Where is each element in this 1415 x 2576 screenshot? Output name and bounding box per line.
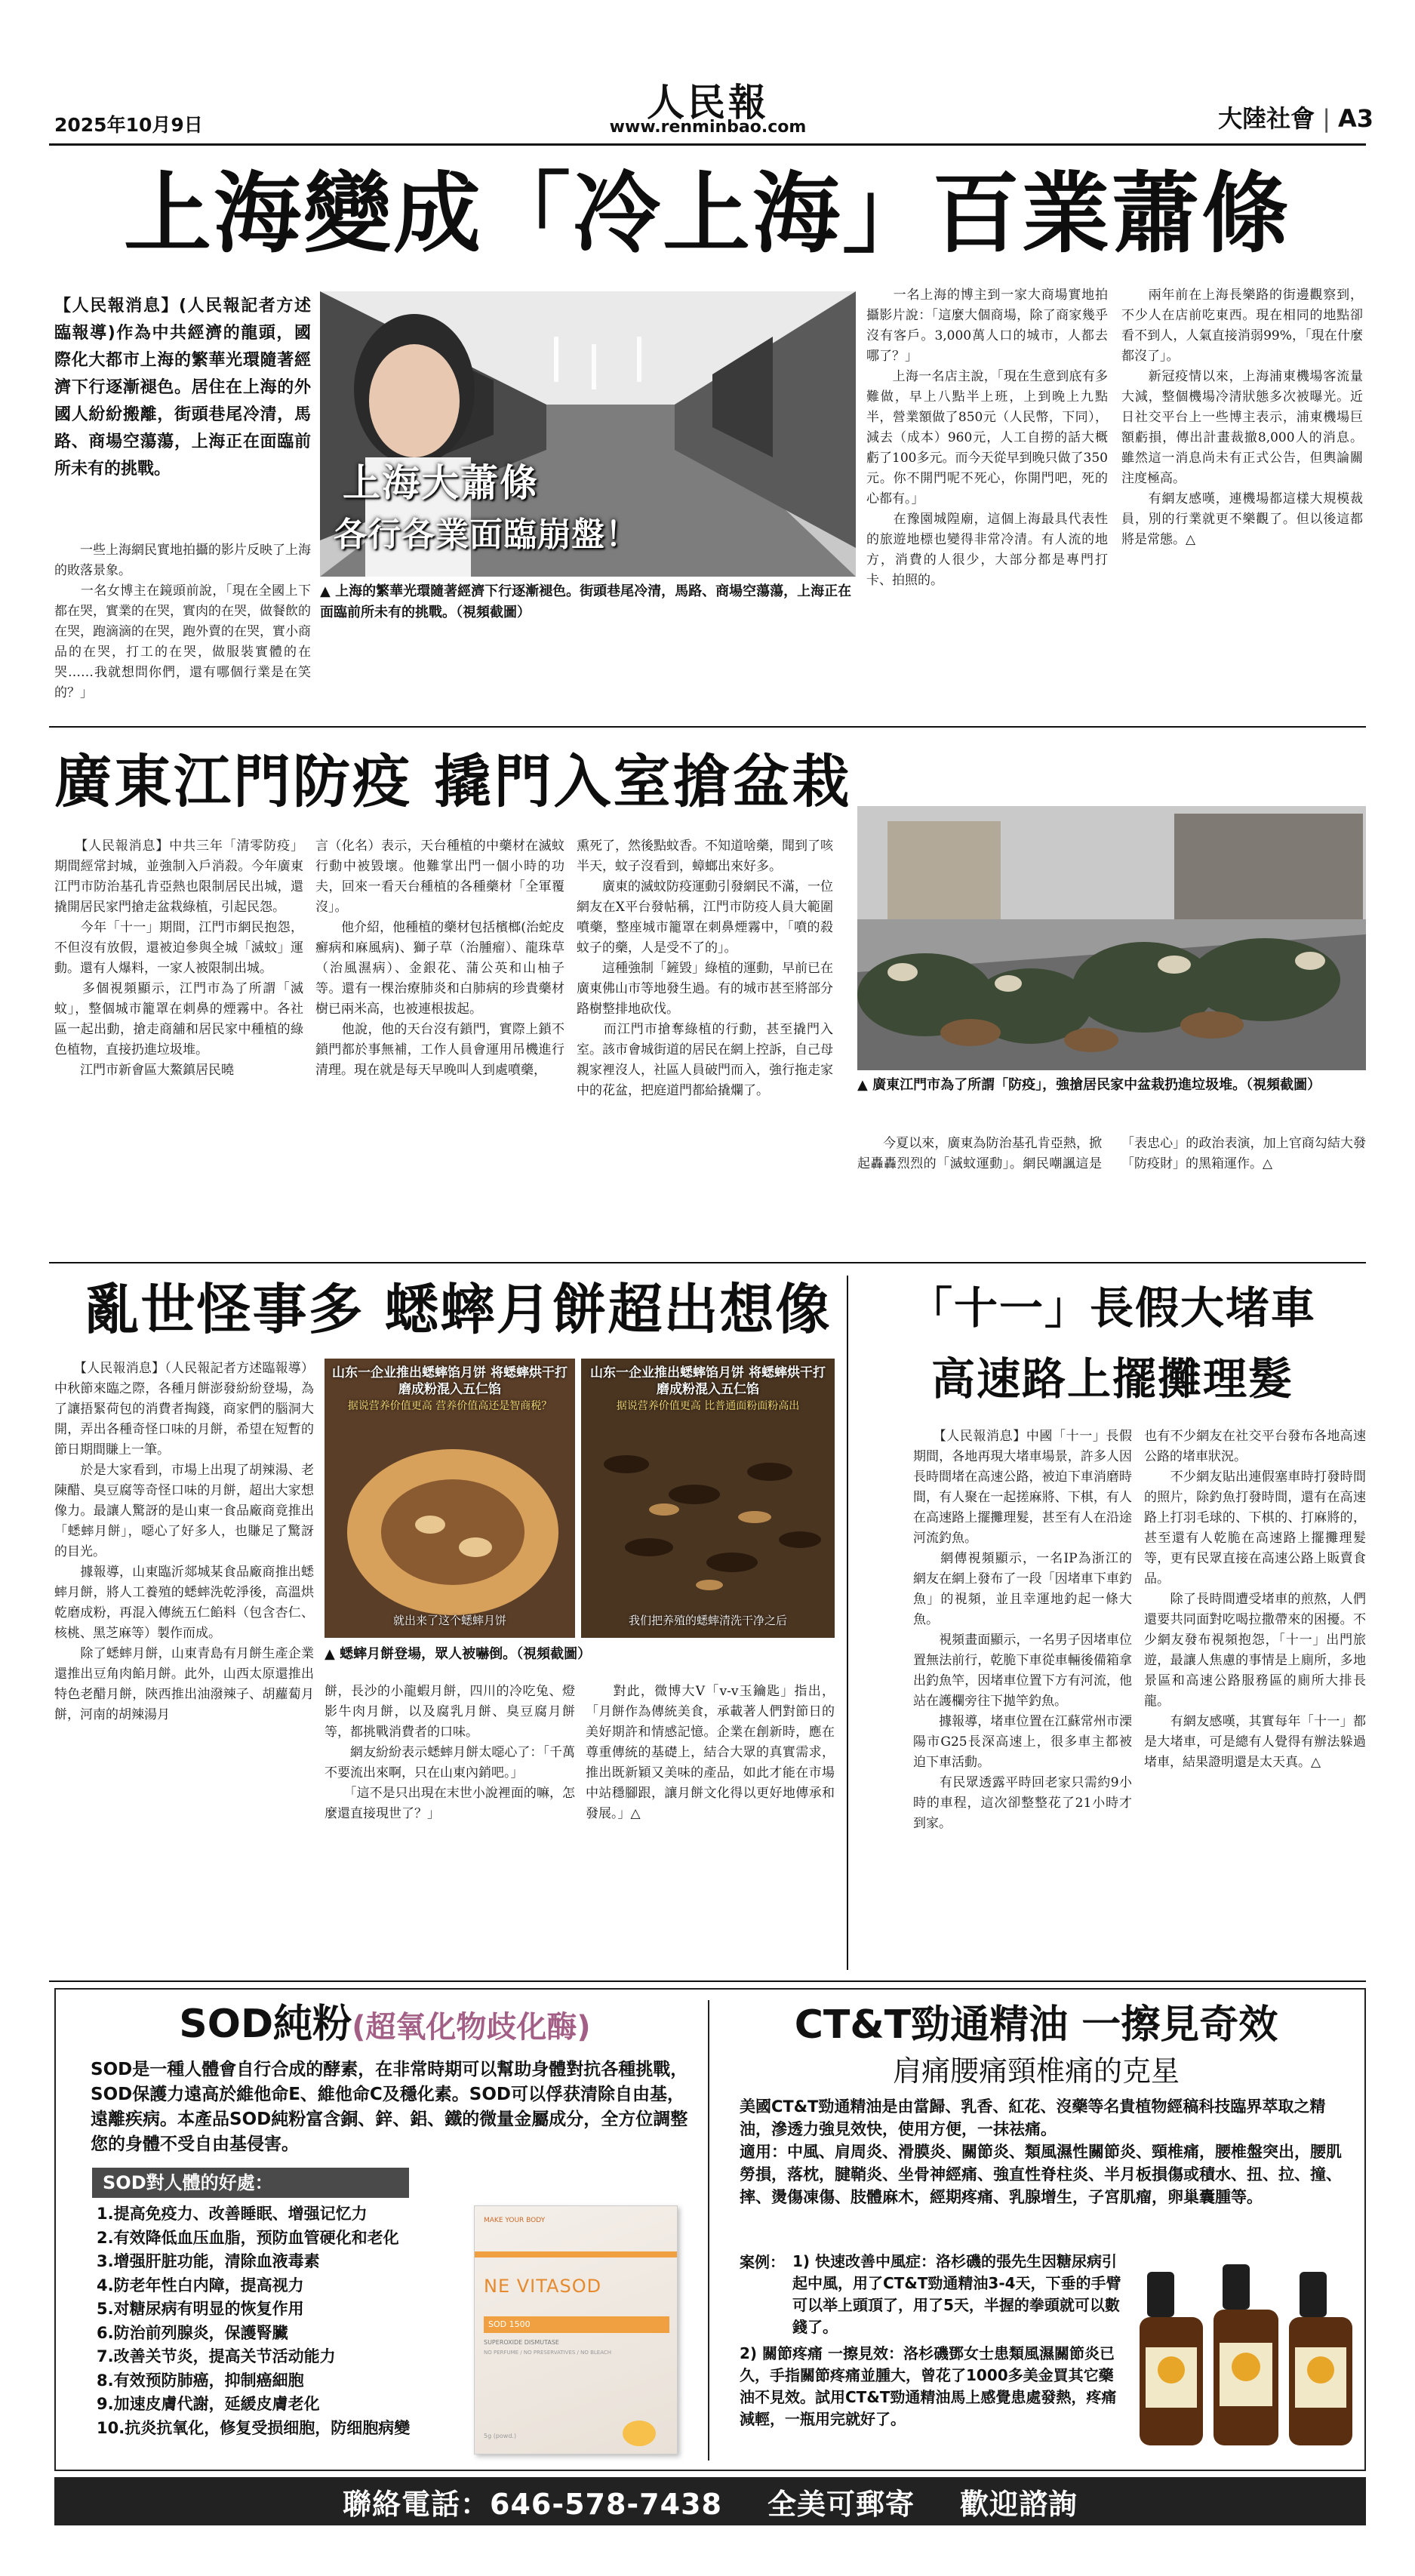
ad1-benefits-list	[97, 2202, 489, 2440]
page-number: A3	[1337, 104, 1373, 133]
ad1-title-block	[68, 1997, 702, 2060]
benefit-item: 1.提高免疫力、改善睡眠、增强记忆力	[97, 2205, 368, 2223]
story3-col1: 【人民報消息】（人民報記者方述臨報導）中秋節來臨之際，各種月餅澎發紛紛登場，為了讓捂緊荷包的消費者掏錢，商家們的腦洞大開，弄出各種奇怪口味的月餅，希望在短暫的節日期間賺上一筆。 於是大家看到，市場上出現了胡辣湯、老陳醋、臭豆腐等奇怪口味的月餅，超出大家想像力。最讓人驚訝的是山東一食品廠商竟推出「蟋蟀月餅」，噁心了好多人，也賺足了驚訝的目光。 據報導，山東臨沂郯城某食品廠商推出蟋蟀月餅，將人工養殖的蟋蟀洗乾淨後，高溫烘乾磨成粉，再混入傳統五仁餡料（包含杏仁、核桃、黑芝麻等）製作而成。 除了蟋蟀月餅，山東青島有月餅生產企業還推出豆角肉餡月餅。此外，山西太原還推出特色老醋月餅，陝西推出油潑辣子、胡蘿蔔月餅，河南的胡辣湯月	[54, 1361, 314, 1722]
site-url[interactable]: www.renminbao.com	[609, 118, 807, 137]
ad1-body: SOD是一種人體會自行合成的酵素，在非常時期可以幫助身體對抗各種挑戰，SOD保護力遠高於維他命E、維他命C及穩化素。SOD可以俘获清除自由基，遠離疾病。本產品SOD純粉富含銅、鋅、鋁、鐵的微量金屬成分，全方位調整您的身體不受自由基侵害。	[91, 2060, 688, 2154]
story1-col-mid	[320, 634, 856, 725]
benefit-item: 3.增强肝脏功能，清除血液毒素	[97, 2252, 320, 2270]
sod-product-box	[474, 2205, 678, 2454]
mooncake-left-top-text: 山东一企业推出蟋蟀馅月饼 将蟋蟀烘干打磨成粉混入五仁馅	[332, 1365, 568, 1397]
story3-col3: 對此，微博大V「v-v玉鑰匙」指出，「月餅作為傳統美食，承載著人們對節日的美好期許和情感記憶。企業在創新時，應在尊重傳統的基礎上，結合大眾的真實需求，推出既新穎又美味的產品，如此才能在市場中站穩腳跟，讓月餅文化得以更好地傳承和發展。」△	[586, 1684, 835, 1821]
ads-divider	[708, 2000, 709, 2461]
mooncake-left-bottom-text: 就出来了这个蟋蟀月饼	[392, 1614, 506, 1627]
story1-col3: 兩年前在上海長樂路的街邊觀察到，不少人在店前吃東西。現在相同的地點卻看不到人，人氣直接消弱99%，「現在什麼都沒了」。 新冠疫情以來，上海浦東機場客流量大減，整個機場冷清狀態多次被曝光。近日社交平台上一些博主表示，浦東機場巨額虧損，傳出計畫裁撤8,000人的消息。雖然這一消息尚未有正式公告，但輿論關注度極高。 有網友感嘆，連機場都這樣大規模裁員，別的行業就更不樂觀了。但以後這都將是常態。△	[1121, 288, 1363, 547]
story4-col2: 也有不少網友在社交平台發布各地高速公路的堵車狀況。 不少網友貼出連假塞車時打發時間的照片，除釣魚打發時間，還有在高速路上打羽毛球的、下棋的、打麻將的，甚至還有人乾脆在高速路上擺攤理髮等，更有民眾直接在高速公路上販賣食品。 除了長時間遭受堵車的煎熬，人們還要共同面對吃喝拉撒帶來的困擾。不少網友發布視頻抱怨，「十一」出門旅遊，最讓人焦慮的事情是上廁所，多地景區和高速公路服務區的廁所大排長龍。 有網友感嘆，其實每年「十一」都是大堵車，可是總有人覺得有辦法躲過堵車，結果證明還是太天真。△	[1144, 1429, 1366, 1770]
story3-headline-post: 超出想像	[608, 1277, 832, 1341]
mooncake-left-sub-text: 据说营养价值更高 营养价值高还是智商税？	[347, 1400, 552, 1412]
sod-box-top: MAKE YOUR BODY	[484, 2217, 546, 2224]
story2-caption: ▲ 廣東江門市為了所謂「防疫」，強搶居民家中盆栽扔進垃圾堆。（視頻截圖）	[857, 1077, 1321, 1093]
photo-overlay-title: 上海大蕭條	[343, 461, 539, 505]
issue-date: 2025年10月9日	[54, 114, 203, 136]
story3-headline	[54, 1270, 862, 1350]
benefit-item: 5.对糖尿病有明显的恢复作用	[97, 2300, 304, 2318]
ad2-case-label: 案例：	[740, 2253, 785, 2271]
ad2-indications-label: 適用：	[740, 2142, 787, 2161]
contact-bar	[54, 2477, 1366, 2525]
masthead-rule	[49, 143, 1366, 146]
benefit-item: 4.防老年性白内障，提高视力	[97, 2276, 304, 2294]
story2-col1: 【人民報消息】中共三年「清零防疫」期間經常封城，並強制入戶消殺。今年廣東江門市防治基孔肯亞熱也限制居民出城，還撬開居民家門搶走盆栽綠植，引起民怨。 今年「十一」期間，江門市網民抱怨，不但沒有放假，還被迫參與全城「滅蚊」運動。還有人爆料，一家人被限制出城。 多個視頻顯示，江門市為了所謂「滅蚊」，整個城市籠罩在刺鼻的煙霧中。各社區一起出動，搶走商舖和居民家中種植的綠色植物，直接扔進垃圾堆。 江門市新會區大鰲鎮居民曉	[54, 839, 303, 1078]
sod-box-line1: SUPEROXIDE DISMUTASE	[484, 2339, 559, 2346]
sod-box-label: SOD 1500	[484, 2316, 669, 2333]
benefit-item: 9.加速皮膚代謝，延緩皮膚老化	[97, 2395, 320, 2413]
section-label: 大陸社會	[1218, 104, 1315, 133]
ad2-subtitle: 肩痛腰痛頸椎痛的克星	[892, 2054, 1180, 2088]
story2-headline: 廣東江門防疫 撬門入室搶盆栽	[54, 748, 852, 815]
ad2-indications	[740, 2141, 1343, 2208]
ad2-title: CT&T勁通精油 一擦見奇效	[794, 2002, 1278, 2048]
contact-welcome: 歡迎諮詢	[959, 2487, 1078, 2521]
ctt-oil-bottles	[1132, 2257, 1358, 2453]
benefit-item: 2.有效降低血压血脂，预防血管硬化和老化	[97, 2228, 399, 2247]
masthead-logo: 人民報	[647, 80, 769, 125]
story2-col2: 言（化名）表示，天台種植的中藥材在滅蚊行動中被毀壞。他難掌出門一個小時的功夫，回來一看天台種植的各種藥材「全軍覆沒」。 他介紹，他種植的藥材包括檳榔(治蛇皮癬病和麻風病)、獅子草（治腫瘤）、龍珠草（治風濕病）、金銀花、蒲公英和山柚子等。還有一棵治療肺炎和白肺病的珍貴藥材樹已兩米高，也被連根拔起。 他說，他的天台沒有鎖門，實際上鎖不鎖門都於事無補，工作人員會運用吊機進行清理。現在就是每天早晚叫人到處噴藥，	[315, 839, 564, 1078]
story1-col2: 一名上海的博主到一家大商場實地拍攝影片說：「這麼大個商場，除了商家幾乎沒有客戶。3,000萬人口的城市，人都去哪了？」 上海一名店主說，「現在生意到底有多難做，早上八點半上班，上到晚上九點半，營業額做了850元（人民幣，下同），減去（成本）960元，人工自撈的話大概虧了100多元。而今天從早到晚只做了350元。你不開門呢不死心，你開門吧，死的心都有。」 在豫園城隍廟，這個上海最具代表性的旅遊地標也變得非常冷清。有人流的地方，消費的人很少，大部分都是專門打卡、拍照的。	[866, 288, 1108, 588]
story3-col2: 餅，長沙的小龍蝦月餅，四川的冷吃兔、燈影牛肉月餅，以及腐乳月餅、臭豆腐月餅等，都挑戰消費者的口味。 網友紛紛表示蟋蟀月餅太噁心了：「千萬不要流出來啊，只在山東內銷吧。」 「這不是只出現在末世小說裡面的嘛，怎麼還直接現世了？」	[325, 1684, 575, 1821]
contact-phone[interactable]: 聯絡電話：646-578-7438	[343, 2487, 722, 2521]
story1-headline: 上海變成「冷上海」百業蕭條	[124, 162, 1291, 265]
ad2-case2: 2) 關節疼痛 一擦見效：洛杉磯鄧女士患類風濕關節炎已久，手指關節疼痛並腫大，曾花了1000多美金買其它藥油不見效。試用CT&T勁通精油馬上感覺患處發熱，疼痛減輕，一瓶用完就好了。	[740, 2344, 1117, 2428]
news-bottom-rule	[49, 1980, 1366, 1982]
pots-scene-svg	[857, 806, 1366, 1070]
mooncake-right-sub-text: 据说营养价值更高 比普通面粉面粉高出	[616, 1400, 800, 1412]
ad2-body: 美國CT&T勁通精油是由當歸、乳香、紅花、沒藥等名貴植物經稿科技臨界萃取之精油，滲透力強見效快，使用方便，一抹祛痛。	[740, 2097, 1326, 2138]
story1-rule	[49, 726, 1366, 728]
ad1-benefits-header: SOD對人體的好處：	[92, 2168, 409, 2198]
mooncake-photo-left	[325, 1359, 575, 1638]
bottles-svg	[1132, 2257, 1358, 2453]
benefit-item: 7.改善关节炎，提高关节活动能力	[97, 2347, 336, 2365]
story2-col3: 熏死了，然後點蚊香。不知道啥藥，聞到了咳半天，蚊子沒看到，蟑螂出來好多。 廣東的滅蚊防疫運動引發網民不滿，一位網友在X平台發帖稱，江門市防疫人員大範圍噴藥，整座城市籠罩在刺鼻煙霧中，「噴的殺蚊子的藥，人是受不了的」。 這種強制「鏟毀」綠植的運動，早前已在廣東佛山市等地發生過。有的城市甚至將部分路樹整排地砍伐。 而江門市搶奪綠植的行動，甚至撬門入室。該市會城街道的居民在網上控訴，自己母親家裡沒人，社區人員破門而入，強行拖走家中的花盆，把庭道門都給撬爛了。	[577, 839, 833, 1098]
jiangmen-pots-photo	[857, 806, 1366, 1070]
story4-headline-line2: 高速路上擺攤理髮	[931, 1353, 1293, 1405]
ad1-subtitle: (超氧化物歧化酶)	[352, 2010, 591, 2045]
sod-box-seal	[623, 2421, 656, 2446]
contact-mail: 全美可郵寄	[767, 2487, 915, 2521]
mooncake-photo-right	[581, 1359, 835, 1638]
section-divider: |	[1322, 104, 1330, 133]
story2-col4: 今夏以來，廣東為防治基孔肯亞熱，掀起轟轟烈烈的「滅蚊運動」。網民嘲諷這是「表忠心」的政治表演，加上官商勾結大發「防疫財」的黑箱運作。△	[857, 1136, 1366, 1171]
benefit-item: 6.防治前列腺炎，保護腎臟	[97, 2323, 288, 2342]
sod-box-line2: NO PERFUME / NO PRESERVATIVES / NO BLEACH	[484, 2350, 612, 2356]
ad1-title: SOD純粉	[179, 2002, 352, 2047]
sod-box-brand: NE VITASOD	[484, 2276, 602, 2297]
section-name	[1162, 100, 1373, 134]
story3-caption: ▲ 蟋蟀月餅登場，眾人被嚇倒。（視頻截圖）	[325, 1646, 592, 1662]
ad2-case1: 1) 快速改善中風症：洛杉磯的張先生因糖尿病引起中風，用了CT&T勁通精油3-4天，下垂的手臂可以举上頭頂了，用了5天，半握的拳頭就可以數錢了。	[792, 2252, 1121, 2336]
story4-col1: 【人民報消息】中國「十一」長假期間，各地再現大堵車場景，許多人因長時間堵在高速公路，被迫下車消磨時間，有人聚在一起搓麻將、下棋，有人在高速路上擺攤理髮，甚至有人在沿途河流釣魚。 網傳視頻顯示，一名IP為浙江的網友在網上發布了一段「因堵車下車釣魚」的視頻，並且幸運地釣起一條大魚。 視頻畫面顯示，一名男子因堵車位置無法前行，乾脆下車從車輛後備箱拿出釣魚竿，因堵車位置下方有河流，他站在護欄旁往下拋竿釣魚。 據報導，堵車位置在江蘇常州市溧陽市G25長深高速上，很多車主都被迫下車活動。 有民眾透露平時回老家只需約9小時的車程，這次卻整整花了21小時才到家。	[913, 1429, 1132, 1831]
benefit-item: 10.抗炎抗氧化，修复受损细胞，防细胞病變	[97, 2418, 411, 2437]
mooncake-right-bottom-text: 我们把养殖的蟋蟀清洗干净之后	[628, 1614, 787, 1627]
story1-col1: 一些上海網民實地拍攝的影片反映了上海的敗落景象。 一名女博主在鏡頭前說，「現在全國上下都在哭，實業的在哭，實肉的在哭，做餐飲的在哭，跑滴滴的在哭，跑外賣的在哭，實小商品的在哭，打工的在哭，做服裝實體的在哭……我就想問你們，還有哪個行業是在笑的？」	[54, 543, 311, 700]
photo-overlay-subtitle: 各行各業面臨崩盤！	[334, 516, 639, 554]
sod-box-weight: 5g (powd.)	[484, 2433, 517, 2439]
story3-headline-emphasis: 蟋蟀月餅	[384, 1278, 608, 1341]
mooncake-right-top-text: 山东一企业推出蟋蟀馅月饼 将蟋蟀烘干打磨成粉混入五仁馅	[590, 1365, 826, 1397]
story2-rule	[49, 1262, 1366, 1263]
story4-headline-line1: 「十一」長假大堵車	[908, 1282, 1316, 1334]
shanghai-street-photo	[320, 291, 856, 577]
story3-headline-pre: 亂世怪事多	[85, 1277, 385, 1341]
story1-lead: 【人民報消息】(人民報記者方述臨報導)作為中共經濟的龍頭，國際化大都市上海的繁華光環隨著經濟下行逐漸褪色。居住在上海的外國人紛紛搬離，街頭巷尾冷清，馬路、商場空蕩蕩，上海正在面臨前所未有的挑戰。	[54, 297, 311, 479]
story3-story4-divider	[847, 1276, 848, 1970]
story1-caption: ▲ 上海的繁華光環隨著經濟下行逐漸褪色。街頭巷尾冷清，馬路、商場空蕩蕩，上海正在面臨前所未有的挑戰。（視頻截圖）	[320, 583, 852, 620]
ad2-indications-text: 中風、肩周炎、滑膜炎、關節炎、類風濕性關節炎、頸椎痛，腰椎盤突出，腰肌勞損，落枕，腱鞘炎、坐骨神經痛、強直性脊柱炎、半月板損傷或積水、扭、拉、撞、摔、燙傷凍傷、肢體麻木，經期疼痛、乳腺增生，子宮肌瘤，卵巢囊腫等。	[740, 2143, 1342, 2206]
sod-box-stripe	[475, 2251, 677, 2257]
benefit-item: 8.有效预防肺癌，抑制癌細胞	[97, 2371, 304, 2390]
